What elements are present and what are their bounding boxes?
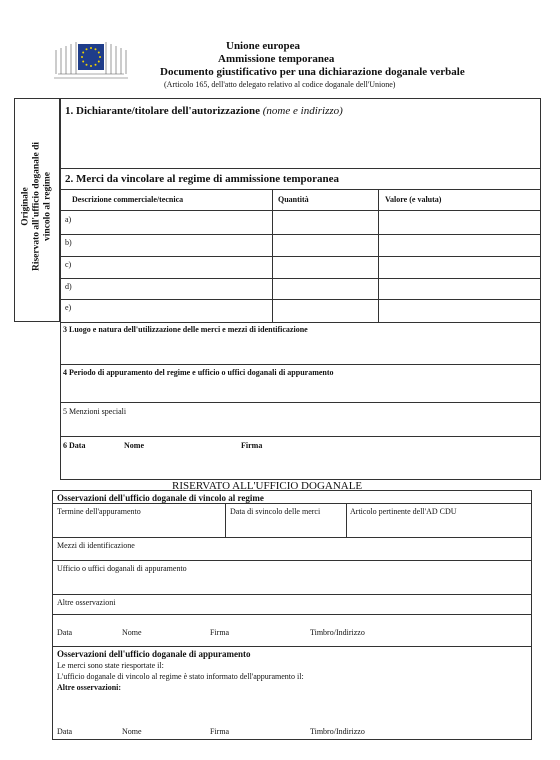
sec2-row-a: a) (65, 215, 72, 224)
appuramento-nome: Nome (122, 727, 142, 736)
appuramento-data: Data (57, 727, 73, 736)
sec6-data: 6 Data (63, 441, 86, 450)
eu-logo (52, 38, 130, 82)
appuramento-line2: L'ufficio doganale di vincolo al regime è stato informato dell'appuramento il: (57, 672, 304, 681)
header-line2: Ammissione temporanea (218, 53, 335, 65)
header-line3: Documento giustificativo per una dichiarazione doganale verbale (160, 66, 465, 78)
vincolo-data: Data (57, 628, 73, 637)
sec2-col-desc: Descrizione commerciale/tecnica (72, 195, 184, 204)
side-line2: Riservato all'ufficio doganale di (31, 141, 42, 272)
vincolo-svincolo: Data di svincolo delle merci (230, 507, 321, 516)
sec1-title: 1. Dichiarante/titolare dell'autorizzazione (nome e indirizzo) (65, 105, 343, 117)
vincolo-title: Osservazioni dell'ufficio doganale di vincolo al regime (57, 493, 264, 503)
header-line1: Unione europea (226, 40, 301, 52)
appuramento-altre: Altre osservazioni: (57, 683, 122, 692)
vincolo-firma: Firma (210, 628, 230, 637)
sec4-title: 4 Periodo di appuramento del regime e ufficio o uffici doganali di appuramento (63, 368, 334, 377)
side-line3: vincolo al regime (42, 172, 53, 241)
sec2-col-value: Valore (e valuta) (385, 195, 442, 204)
vincolo-timbro: Timbro/Indirizzo (310, 628, 365, 637)
vincolo-articolo: Articolo pertinente dell'AD CDU (350, 507, 457, 516)
riservato-title: RISERVATO ALL'UFFICIO DOGANALE (172, 480, 363, 492)
side-line1: Originale (20, 187, 31, 226)
header-line4: (Articolo 165, dell'atto delegato relativo al codice doganale dell'Unione) (164, 80, 396, 89)
sec2-col-qty: Quantità (278, 195, 309, 204)
appuramento-firma: Firma (210, 727, 230, 736)
sec2-row-b: b) (65, 238, 72, 247)
sec2-row-e: e) (65, 303, 72, 312)
appuramento-line1: Le merci sono state riesportate il: (57, 661, 164, 670)
vincolo-termine: Termine dell'appuramento (57, 507, 141, 516)
sec1-field[interactable] (61, 120, 540, 168)
sec5-title: 5 Menzioni speciali (63, 407, 127, 416)
sec3-title: 3 Luogo e natura dell'utilizzazione delle merci e mezzi di identificazione (63, 325, 308, 334)
appuramento-title: Osservazioni dell'ufficio doganale di appuramento (57, 649, 251, 659)
vincolo-nome: Nome (122, 628, 142, 637)
lower-form-frame (52, 490, 532, 740)
vincolo-altre: Altre osservazioni (57, 598, 116, 607)
eu-flag-logo-icon (52, 38, 130, 82)
appuramento-timbro: Timbro/Indirizzo (310, 727, 365, 736)
vincolo-mezzi: Mezzi di identificazione (57, 541, 135, 550)
sec2-row-c: c) (65, 260, 72, 269)
sec6-firma: Firma (241, 441, 263, 450)
sec2-row-d: d) (65, 282, 72, 291)
sec6-nome: Nome (124, 441, 144, 450)
vincolo-uffici: Ufficio o uffici doganali di appuramento (57, 564, 187, 573)
sec2-title: 2. Merci da vincolare al regime di ammissione temporanea (65, 173, 340, 185)
